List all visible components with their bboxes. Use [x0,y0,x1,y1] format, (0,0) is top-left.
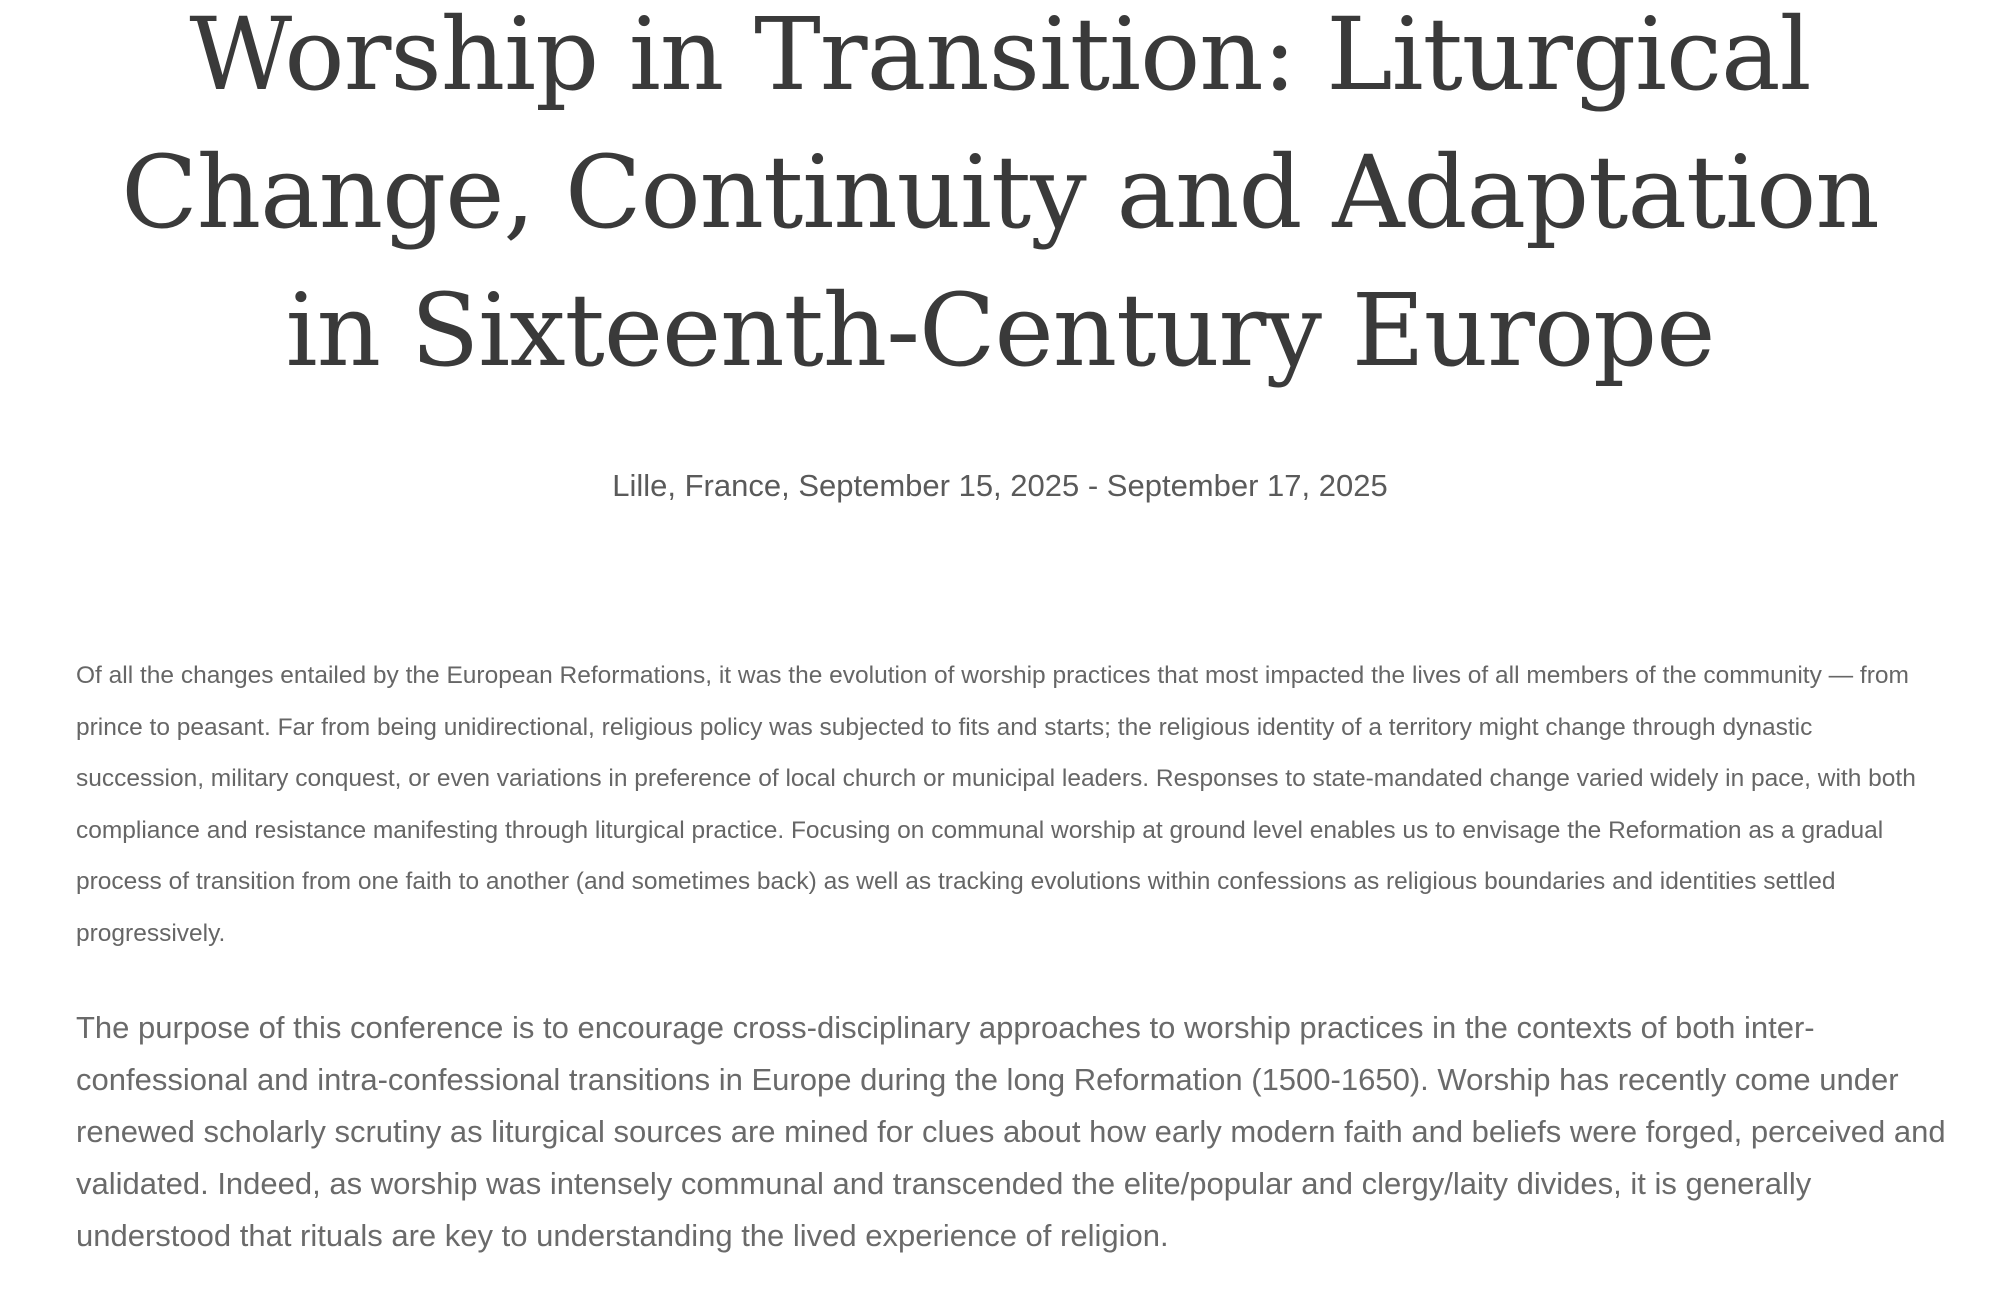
description-intro-paragraph: Of all the changes entailed by the European Reformations, it was the evolution of worship practices that most impacted the lives of all members of the community — from prince to peasant. Far from being unidirectional, religious policy was subjected to fits and starts; the religious identity of a territory might change through dynastic succession, military conquest, or even variations in preference of local church or municipal leaders. Responses to state-mandated change varied widely in pace, with both compliance and resistance manifesting through liturgical practice. Focusing on communal worship at ground level enables us to envisage the Reformation as a gradual process of transition from one faith to another (and sometimes back) as well as tracking evolutions within confessions as religious boundaries and identities settled progressively. [76,662,1916,947]
description-purpose-paragraph: The purpose of this conference is to encourage cross-disciplinary approaches to worship practices in the contexts of both inter-confessional and intra-confessional transitions in Europe during the long Reformation (1500-1650). Worship has recently come under renewed scholarly scrutiny as liturgical sources are mined for clues about how early modern faith and beliefs were forged, perceived and validated. Indeed, as worship was intensely communal and transcended the elite/popular and clergy/laity divides, it is generally understood that rituals are key to understanding the lived experience of religion. [76,1010,1946,1253]
event-title: Worship in Transition: Liturgical Change, Continuity and Adaptation in Sixteenth-Century Europe [121,0,1879,389]
event-location-dates: Lille, France, September 15, 2025 - September 17, 2025 [612,468,1388,503]
